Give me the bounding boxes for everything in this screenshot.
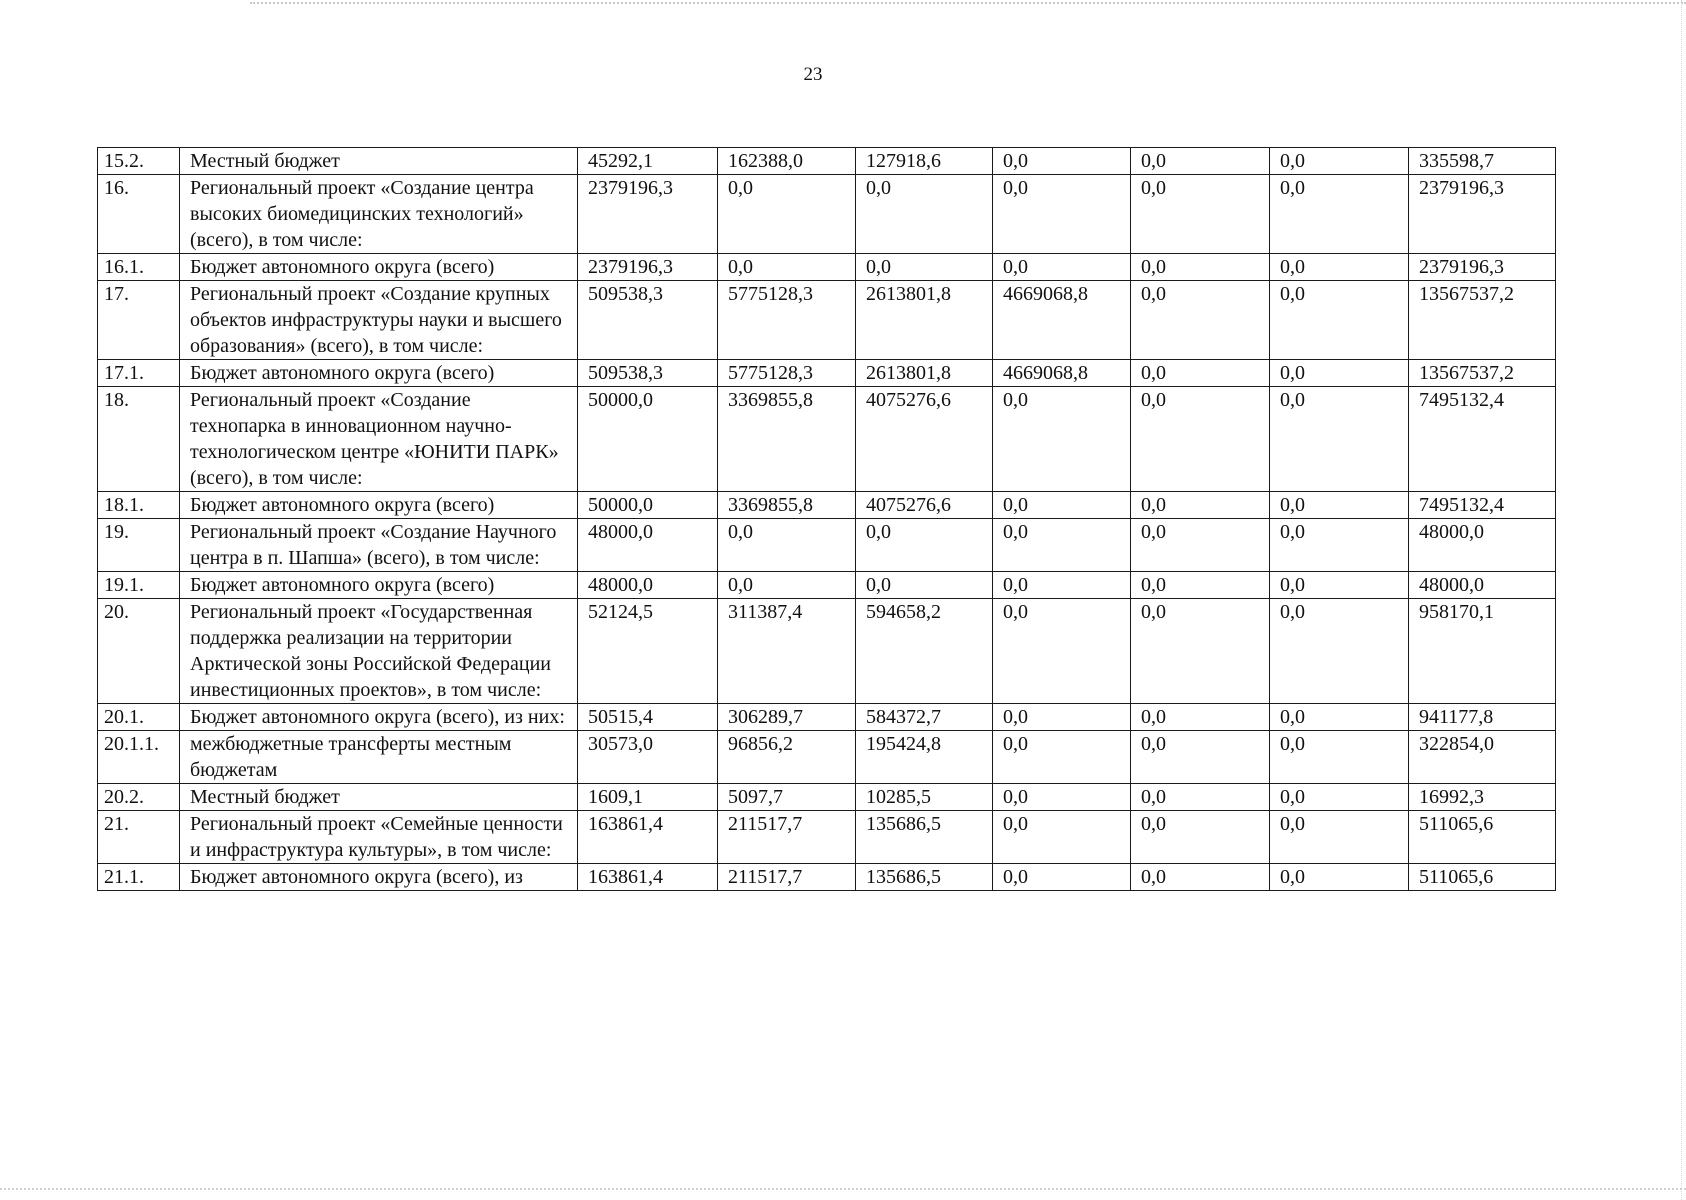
value-cell: 0,0 bbox=[1131, 731, 1270, 784]
value-cell: 509538,3 bbox=[578, 360, 718, 387]
value-cell: 50000,0 bbox=[578, 387, 718, 492]
page-number: 23 bbox=[803, 64, 823, 85]
row-number: 18.1. bbox=[98, 492, 180, 519]
table-row bbox=[98, 360, 1556, 387]
row-name: Региональный проект «Семейные ценности и инфраструктура культуры», в том числе: bbox=[180, 811, 578, 864]
total-cell: 48000,0 bbox=[1409, 572, 1556, 599]
value-cell: 52124,5 bbox=[578, 599, 718, 704]
row-number: 15.2. bbox=[98, 148, 180, 175]
value-cell: 306289,7 bbox=[718, 704, 856, 731]
value-cell: 0,0 bbox=[993, 387, 1131, 492]
row-number: 19.1. bbox=[98, 572, 180, 599]
row-number: 16.1. bbox=[98, 254, 180, 281]
value-cell: 0,0 bbox=[1270, 281, 1409, 360]
row-name: Региональный проект «Создание Научного центра в п. Шапша» (всего), в том числе: bbox=[180, 519, 578, 572]
row-name: Региональный проект «Создание крупных объектов инфраструктуры науки и высшего образования» (всего), в том числе: bbox=[180, 281, 578, 360]
value-cell: 211517,7 bbox=[718, 811, 856, 864]
value-cell: 0,0 bbox=[993, 254, 1131, 281]
value-cell: 0,0 bbox=[1270, 175, 1409, 254]
table-row bbox=[98, 864, 1556, 891]
row-number: 18. bbox=[98, 387, 180, 492]
value-cell: 2379196,3 bbox=[578, 175, 718, 254]
row-number: 17. bbox=[98, 281, 180, 360]
value-cell: 0,0 bbox=[1270, 148, 1409, 175]
value-cell: 584372,7 bbox=[856, 704, 993, 731]
value-cell: 0,0 bbox=[718, 175, 856, 254]
row-number: 17.1. bbox=[98, 360, 180, 387]
value-cell: 0,0 bbox=[993, 519, 1131, 572]
table-row bbox=[98, 387, 1556, 492]
value-cell: 10285,5 bbox=[856, 784, 993, 811]
value-cell: 4669068,8 bbox=[993, 360, 1131, 387]
value-cell: 5097,7 bbox=[718, 784, 856, 811]
value-cell: 0,0 bbox=[993, 492, 1131, 519]
row-name: Местный бюджет bbox=[180, 784, 578, 811]
row-name: Региональный проект «Создание центра высоких биомедицинских технологий» (всего), в том числе: bbox=[180, 175, 578, 254]
total-cell: 511065,6 bbox=[1409, 811, 1556, 864]
row-name: Бюджет автономного округа (всего), из bbox=[180, 864, 578, 891]
value-cell: 2379196,3 bbox=[578, 254, 718, 281]
row-name: Местный бюджет bbox=[180, 148, 578, 175]
value-cell: 0,0 bbox=[1131, 492, 1270, 519]
total-cell: 511065,6 bbox=[1409, 864, 1556, 891]
value-cell: 5775128,3 bbox=[718, 281, 856, 360]
row-number: 20.2. bbox=[98, 784, 180, 811]
value-cell: 509538,3 bbox=[578, 281, 718, 360]
budget-table-body bbox=[98, 148, 1556, 891]
value-cell: 0,0 bbox=[993, 731, 1131, 784]
total-cell: 16992,3 bbox=[1409, 784, 1556, 811]
row-name: Бюджет автономного округа (всего) bbox=[180, 254, 578, 281]
value-cell: 195424,8 bbox=[856, 731, 993, 784]
value-cell: 0,0 bbox=[1270, 704, 1409, 731]
value-cell: 0,0 bbox=[1270, 811, 1409, 864]
value-cell: 0,0 bbox=[1270, 731, 1409, 784]
value-cell: 30573,0 bbox=[578, 731, 718, 784]
value-cell: 163861,4 bbox=[578, 864, 718, 891]
value-cell: 0,0 bbox=[1131, 387, 1270, 492]
value-cell: 0,0 bbox=[1131, 148, 1270, 175]
value-cell: 0,0 bbox=[1270, 784, 1409, 811]
value-cell: 4669068,8 bbox=[993, 281, 1131, 360]
value-cell: 0,0 bbox=[1270, 599, 1409, 704]
total-cell: 48000,0 bbox=[1409, 519, 1556, 572]
table-row bbox=[98, 599, 1556, 704]
value-cell: 135686,5 bbox=[856, 811, 993, 864]
table-row bbox=[98, 148, 1556, 175]
table-row bbox=[98, 784, 1556, 811]
row-number: 21.1. bbox=[98, 864, 180, 891]
value-cell: 4075276,6 bbox=[856, 387, 993, 492]
total-cell: 2379196,3 bbox=[1409, 254, 1556, 281]
value-cell: 0,0 bbox=[856, 254, 993, 281]
total-cell: 13567537,2 bbox=[1409, 360, 1556, 387]
total-cell: 941177,8 bbox=[1409, 704, 1556, 731]
value-cell: 0,0 bbox=[1270, 572, 1409, 599]
table-row bbox=[98, 281, 1556, 360]
value-cell: 3369855,8 bbox=[718, 492, 856, 519]
row-name: Бюджет автономного округа (всего), из них: bbox=[180, 704, 578, 731]
total-cell: 958170,1 bbox=[1409, 599, 1556, 704]
table-row bbox=[98, 175, 1556, 254]
row-number: 20.1.1. bbox=[98, 731, 180, 784]
value-cell: 311387,4 bbox=[718, 599, 856, 704]
value-cell: 0,0 bbox=[856, 519, 993, 572]
value-cell: 45292,1 bbox=[578, 148, 718, 175]
budget-table bbox=[97, 147, 1556, 891]
row-number: 20. bbox=[98, 599, 180, 704]
value-cell: 48000,0 bbox=[578, 572, 718, 599]
value-cell: 50515,4 bbox=[578, 704, 718, 731]
value-cell: 0,0 bbox=[718, 254, 856, 281]
value-cell: 0,0 bbox=[993, 572, 1131, 599]
value-cell: 0,0 bbox=[856, 175, 993, 254]
value-cell: 0,0 bbox=[1270, 254, 1409, 281]
value-cell: 0,0 bbox=[1131, 254, 1270, 281]
value-cell: 4075276,6 bbox=[856, 492, 993, 519]
total-cell: 2379196,3 bbox=[1409, 175, 1556, 254]
value-cell: 0,0 bbox=[1270, 492, 1409, 519]
value-cell: 0,0 bbox=[1131, 704, 1270, 731]
value-cell: 0,0 bbox=[993, 784, 1131, 811]
row-number: 19. bbox=[98, 519, 180, 572]
total-cell: 335598,7 bbox=[1409, 148, 1556, 175]
value-cell: 0,0 bbox=[856, 572, 993, 599]
value-cell: 0,0 bbox=[993, 811, 1131, 864]
value-cell: 211517,7 bbox=[718, 864, 856, 891]
value-cell: 0,0 bbox=[1131, 811, 1270, 864]
value-cell: 0,0 bbox=[1131, 599, 1270, 704]
row-name: Бюджет автономного округа (всего) bbox=[180, 492, 578, 519]
value-cell: 0,0 bbox=[1131, 519, 1270, 572]
table-row bbox=[98, 731, 1556, 784]
row-name: Региональный проект «Создание технопарка в инновационном научно-технологическом центре «ЮНИТИ ПАРК» (всего), в том числе: bbox=[180, 387, 578, 492]
value-cell: 2613801,8 bbox=[856, 281, 993, 360]
value-cell: 0,0 bbox=[1270, 360, 1409, 387]
total-cell: 322854,0 bbox=[1409, 731, 1556, 784]
value-cell: 48000,0 bbox=[578, 519, 718, 572]
value-cell: 0,0 bbox=[1131, 175, 1270, 254]
value-cell: 0,0 bbox=[1131, 784, 1270, 811]
row-name: Региональный проект «Государственная поддержка реализации на территории Арктической зоны Российской Федерации инвестиционных проектов», в том числе: bbox=[180, 599, 578, 704]
value-cell: 127918,6 bbox=[856, 148, 993, 175]
scan-edge-top bbox=[250, 2, 1686, 4]
value-cell: 0,0 bbox=[1270, 387, 1409, 492]
value-cell: 2613801,8 bbox=[856, 360, 993, 387]
value-cell: 50000,0 bbox=[578, 492, 718, 519]
value-cell: 1609,1 bbox=[578, 784, 718, 811]
value-cell: 0,0 bbox=[1131, 360, 1270, 387]
value-cell: 96856,2 bbox=[718, 731, 856, 784]
total-cell: 7495132,4 bbox=[1409, 492, 1556, 519]
table-row bbox=[98, 811, 1556, 864]
value-cell: 0,0 bbox=[1131, 864, 1270, 891]
value-cell: 163861,4 bbox=[578, 811, 718, 864]
table-row bbox=[98, 254, 1556, 281]
value-cell: 0,0 bbox=[1131, 572, 1270, 599]
table-row bbox=[98, 572, 1556, 599]
table-row bbox=[98, 519, 1556, 572]
table-row bbox=[98, 492, 1556, 519]
total-cell: 13567537,2 bbox=[1409, 281, 1556, 360]
value-cell: 0,0 bbox=[993, 175, 1131, 254]
value-cell: 3369855,8 bbox=[718, 387, 856, 492]
row-number: 16. bbox=[98, 175, 180, 254]
row-name: Бюджет автономного округа (всего) bbox=[180, 360, 578, 387]
value-cell: 5775128,3 bbox=[718, 360, 856, 387]
total-cell: 7495132,4 bbox=[1409, 387, 1556, 492]
value-cell: 0,0 bbox=[993, 704, 1131, 731]
value-cell: 162388,0 bbox=[718, 148, 856, 175]
value-cell: 0,0 bbox=[1131, 281, 1270, 360]
row-name: межбюджетные трансферты местным бюджетам bbox=[180, 731, 578, 784]
value-cell: 0,0 bbox=[1270, 864, 1409, 891]
scan-edge-right bbox=[1681, 0, 1682, 1200]
value-cell: 0,0 bbox=[993, 599, 1131, 704]
value-cell: 0,0 bbox=[1270, 519, 1409, 572]
value-cell: 0,0 bbox=[993, 864, 1131, 891]
value-cell: 0,0 bbox=[718, 572, 856, 599]
row-name: Бюджет автономного округа (всего) bbox=[180, 572, 578, 599]
value-cell: 0,0 bbox=[718, 519, 856, 572]
row-number: 20.1. bbox=[98, 704, 180, 731]
value-cell: 0,0 bbox=[993, 148, 1131, 175]
scan-edge-bottom bbox=[0, 1188, 1686, 1190]
value-cell: 135686,5 bbox=[856, 864, 993, 891]
row-number: 21. bbox=[98, 811, 180, 864]
value-cell: 594658,2 bbox=[856, 599, 993, 704]
table-row bbox=[98, 704, 1556, 731]
